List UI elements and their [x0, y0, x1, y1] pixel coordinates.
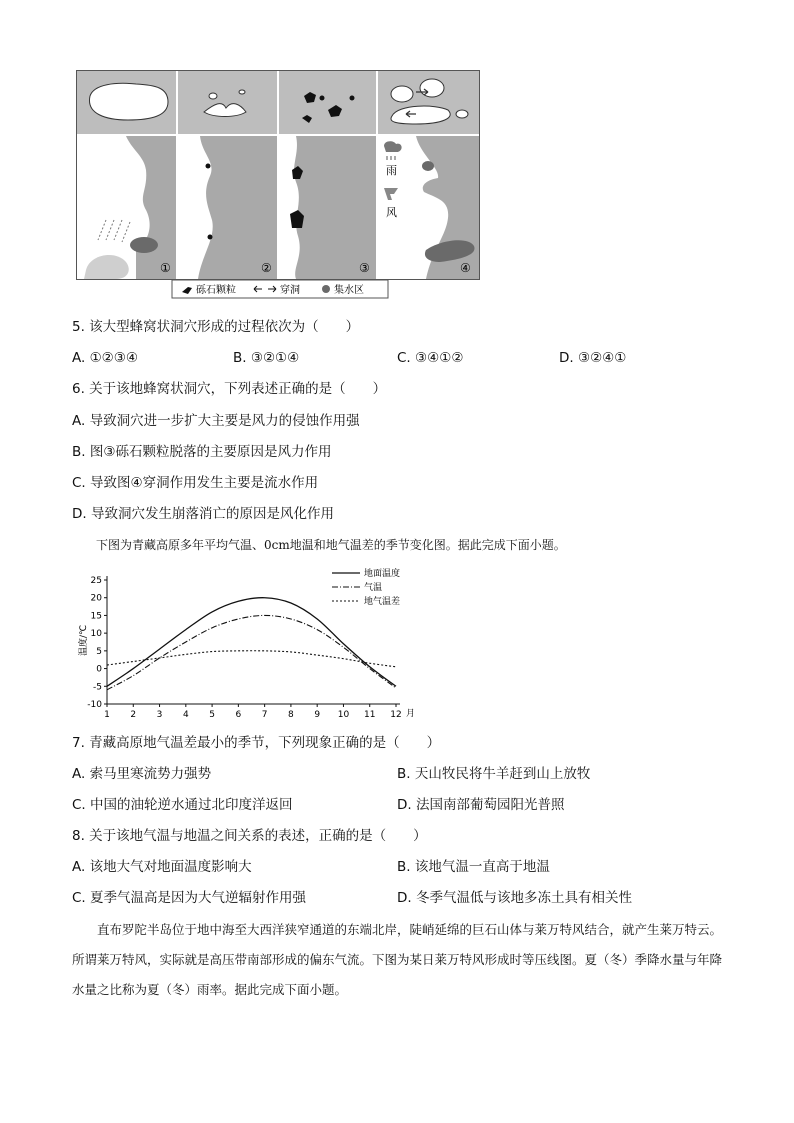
y-tick-label: 5: [96, 646, 102, 657]
cave-formation-figure: [76, 70, 480, 302]
gravel-grain: [208, 235, 213, 240]
question-5-option-b[interactable]: B. ③②①④: [233, 350, 300, 366]
panel-4: [378, 71, 479, 279]
y-axis-label: 温度/℃: [79, 624, 89, 656]
legend-perforation: 穿洞: [280, 285, 300, 296]
wind-label: 风: [386, 206, 397, 219]
question-7-option-d[interactable]: D. 法国南部葡萄园阳光普照: [397, 797, 565, 813]
x-tick-label: 5: [209, 710, 215, 720]
legend-temp-diff: 地气温差: [364, 597, 401, 607]
gravel-grain: [320, 96, 325, 101]
panel-2: [178, 71, 277, 279]
catchment-area: [422, 161, 434, 171]
question-7-option-c[interactable]: C. 中国的油轮逆水通过北印度洋返回: [72, 797, 293, 813]
question-6-stem: 6. 关于该地蜂窝状洞穴，下列表述正确的是（ ）: [72, 381, 387, 397]
x-tick-label: 8: [288, 710, 294, 720]
x-tick-label: 10: [337, 710, 350, 720]
panel-1: [77, 71, 176, 279]
x-tick-label: 2: [130, 710, 137, 720]
x-tick-label: 4: [182, 710, 189, 720]
panel-2-label: ②: [261, 261, 272, 275]
question-6-option-a[interactable]: A. 导致洞穴进一步扩大主要是风力的侵蚀作用强: [72, 413, 360, 429]
temperature-chart: [76, 564, 436, 724]
panel-3-top: [279, 71, 376, 134]
x-tick-label: 3: [156, 710, 163, 720]
x-tick-label: 12: [390, 710, 402, 720]
question-8-option-a[interactable]: A. 该地大气对地面温度影响大: [72, 859, 252, 875]
y-tick-label: 25: [90, 576, 102, 586]
y-tick-label: 0: [96, 664, 102, 675]
chart-legend: [332, 567, 400, 607]
pit: [209, 93, 217, 99]
question-5-option-a[interactable]: A. ①②③④: [72, 350, 138, 366]
panel-3: [279, 71, 376, 279]
cave-opening: [456, 110, 468, 118]
catchment-legend-icon: [322, 285, 330, 293]
gibraltar-intro: 直布罗陀半岛位于地中海至大西洋狭窄通道的东端北岸，陡峭延绵的巨石山体与莱万特风结合，就产生莱万特云。所谓莱万特风，实际就是高压带南部形成的偏东气流。下图为某日莱万特风形成时等压线图。夏（冬）季降水量与年降水量之比称为夏（冬）雨率。据此完成下面小题。: [72, 922, 723, 997]
question-8-stem: 8. 关于该地气温与地温之间关系的表述，正确的是（ ）: [72, 828, 427, 844]
question-5-stem: 5. 该大型蜂窝状洞穴形成的过程依次为（ ）: [72, 319, 360, 335]
pit: [239, 90, 245, 94]
legend-air-temp: 气温: [364, 583, 383, 593]
x-tick-label: 9: [314, 710, 321, 720]
question-6-option-c[interactable]: C. 导致图④穿洞作用发生主要是流水作用: [72, 475, 319, 491]
x-tick-label: 6: [235, 710, 242, 720]
question-8-option-c[interactable]: C. 夏季气温高是因为大气逆辐射作用强: [72, 890, 307, 906]
figure-legend: [172, 280, 388, 298]
legend-gravel: 砾石颗粒: [196, 285, 236, 296]
cave-opening: [391, 86, 413, 102]
question-7-option-a[interactable]: A. 索马里寒流势力强势: [72, 766, 212, 782]
y-tick-label: -10: [87, 700, 102, 710]
question-7-option-b[interactable]: B. 天山牧民将牛羊赶到山上放牧: [397, 766, 591, 782]
x-tick-label: 1: [104, 710, 110, 720]
question-6-option-d[interactable]: D. 导致洞穴发生崩落消亡的原因是风化作用: [72, 506, 334, 522]
panel-3-label: ③: [359, 261, 370, 275]
legend-catchment: 集水区: [334, 285, 364, 296]
chart-intro: 下图为青藏高原多年平均气温、0cm地温和地气温差的季节变化图。据此完成下面小题。: [96, 538, 566, 552]
x-tick-label: 7: [261, 710, 268, 720]
x-tick-label: 11: [364, 710, 376, 720]
panel-4-label: ④: [460, 261, 471, 275]
y-tick-label: 15: [90, 611, 102, 622]
panel-2-top: [178, 71, 277, 134]
y-tick-label: -5: [93, 682, 102, 693]
y-tick-label: 10: [90, 629, 102, 640]
series-ground-temp-line: [107, 598, 396, 687]
legend-ground-temp: 地面温度: [364, 569, 401, 579]
panel-1-label: ①: [160, 261, 171, 275]
question-5-option-d[interactable]: D. ③②④①: [559, 350, 627, 366]
catchment-area: [130, 237, 158, 253]
series-temp-diff-line: [107, 651, 396, 667]
gravel-grain: [206, 164, 211, 169]
question-8-option-b[interactable]: B. 该地气温一直高于地温: [397, 859, 550, 875]
cave-opening: [420, 79, 444, 97]
question-6-option-b[interactable]: B. 图③砾石颗粒脱落的主要原因是风力作用: [72, 444, 332, 460]
question-5-option-c[interactable]: C. ③④①②: [397, 350, 464, 366]
gravel-grain: [350, 96, 355, 101]
cave-opening-shape: [89, 83, 168, 120]
y-tick-label: 20: [90, 593, 102, 604]
rain-label: 雨: [386, 164, 397, 177]
question-8-option-d[interactable]: D. 冬季气温低与该地多冻土具有相关性: [397, 890, 632, 906]
cliff-profile: [294, 136, 376, 279]
question-7-stem: 7. 青藏高原地气温差最小的季节，下列现象正确的是（ ）: [72, 735, 441, 751]
x-axis-unit: 月: [406, 709, 416, 719]
cliff-profile: [198, 136, 277, 279]
